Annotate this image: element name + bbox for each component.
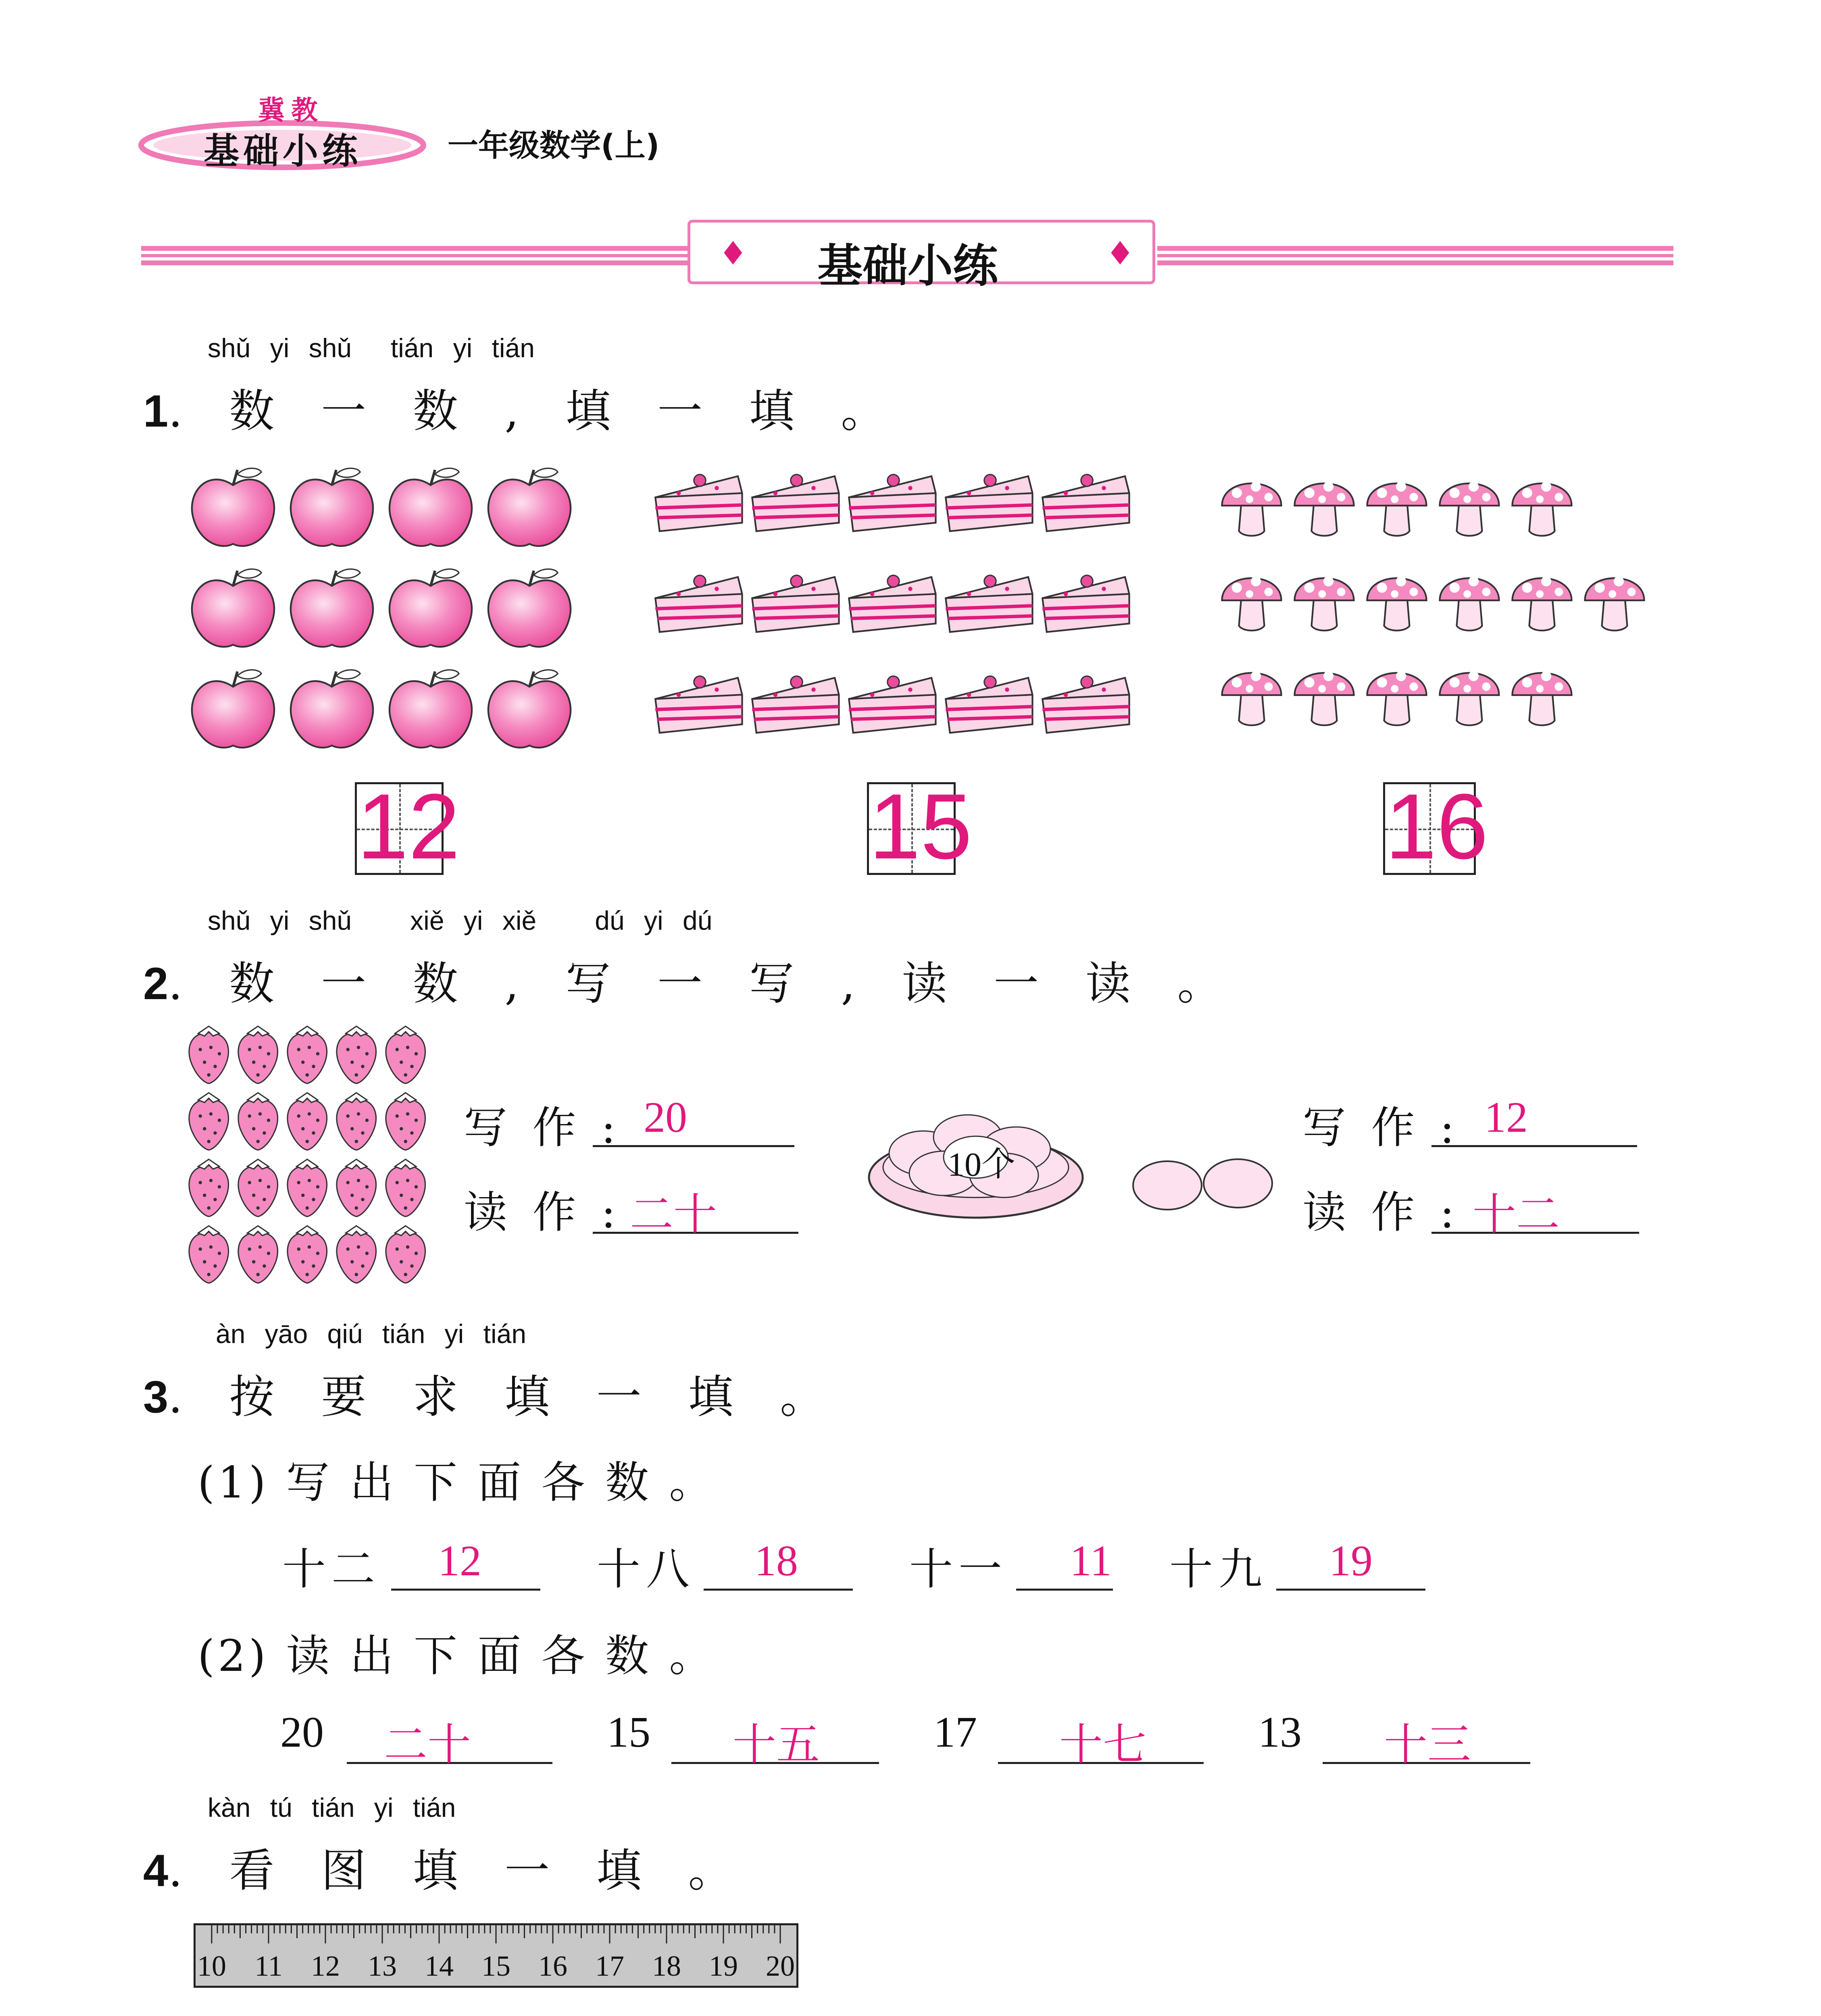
banner-diamond-right: ♦ [1106,235,1135,272]
q1-question [143,375,902,440]
mushroom-icon [1513,671,1572,725]
cake-icon [655,575,742,632]
cakes-group [653,464,1153,754]
mushroom-icon [1440,481,1499,536]
q1-answer-box-2[interactable] [867,775,972,878]
apple-icon [291,569,373,647]
cake-icon [946,475,1032,531]
apple-icon [291,670,373,748]
q3-sub1-answer-4: 19 [1329,1537,1373,1585]
q2-right-read-answer: 十二 [1472,1191,1560,1239]
mushroom-icon [1295,671,1354,725]
q3-sub2-label-2: 15 [607,1708,650,1756]
q1-answer-1: 12 [357,775,460,878]
banner-title: 基础小练 [817,240,998,292]
mushroom-icon [1367,576,1427,631]
cake-icon [1042,475,1129,531]
q3-sub2-answer-2: 十五 [732,1721,820,1769]
q3-sub1-answer-2: 18 [754,1537,798,1585]
ruler-label: 14 [425,1950,454,1982]
q3-sub1: (1) 写 出 下 面 各 数 。 [198,1458,716,1508]
banner-stripe-left [141,246,690,266]
ruler [194,1923,798,1988]
ruler-label: 15 [481,1950,510,1982]
mushrooms-group [1218,472,1677,754]
strawberry-icon [386,1159,425,1216]
apple-icon [488,468,571,546]
banner-diamond-left: ♦ [719,235,748,272]
ruler-label: 10 [197,1950,226,1982]
q2-text: . 数 一 数 , 写 一 写 , 读 一 读 。 [168,958,1239,1010]
q3-sub2-answer-4: 十三 [1383,1721,1471,1769]
header-series: 基础小练 [204,130,362,172]
apple-icon [291,468,373,546]
q1-answer-box-1[interactable] [355,775,460,878]
strawberry-icon [288,1226,327,1283]
strawberry-icon [189,1093,229,1150]
strawberries-group [185,1024,444,1298]
strawberry-icon [288,1026,327,1083]
strawberry-icon [238,1159,278,1216]
mushroom-icon [1440,576,1499,631]
ruler-label: 20 [766,1950,795,1982]
q4-pinyin: kàn tú tián yi tián [208,1793,456,1822]
ruler-label: 13 [368,1950,397,1982]
apple-icon [192,468,274,546]
strawberry-icon [238,1226,278,1283]
apple-icon [192,670,274,748]
strawberry-icon [189,1226,229,1283]
strawberry-icon [337,1226,376,1283]
ruler-label: 18 [652,1950,681,1982]
q1-number: 1 [143,386,169,436]
q3-sub1-line-4[interactable] [1276,1589,1425,1591]
cake-icon [1042,575,1129,632]
q2-right-write-label: 写 作 : [1302,1103,1461,1153]
q3-sub2-label-1: 20 [280,1708,324,1756]
q3-sub2-answer-1: 二十 [383,1721,471,1769]
cake-icon [849,676,936,733]
banner-box [688,220,1155,292]
mushroom-icon [1222,576,1281,631]
apple-icon [390,468,472,546]
q2-right-write-answer: 12 [1484,1093,1528,1141]
strawberry-icon [189,1026,229,1083]
header-publisher: 冀教 [258,95,324,126]
q3-sub1-answer-3: 11 [1070,1537,1112,1585]
strawberry-icon [189,1159,229,1216]
q3-question [143,1361,841,1426]
q2-left-write-answer: 20 [644,1093,687,1141]
strawberry-icon [288,1159,327,1216]
q2-right-read-label: 读 作 : [1302,1187,1461,1238]
strawberry-icon [386,1026,425,1083]
q3-pinyin: àn yāo qiú tián yi tián [216,1319,527,1349]
mushroom-icon [1295,576,1354,631]
cake-icon [752,475,839,531]
apple-icon [390,569,472,647]
strawberry-icon [386,1093,425,1150]
ruler-label: 12 [311,1950,340,1982]
apple-icon [390,670,472,748]
header-subject: 一年级数学(上) [448,127,660,163]
mushroom-icon [1367,671,1427,725]
ruler-labels [196,1949,796,1986]
q2-right-write-line[interactable] [1431,1145,1637,1147]
q4-text: . 看 图 填 一 填 。 [168,1845,750,1897]
strawberry-icon [337,1159,376,1216]
strawberry-icon [337,1026,376,1083]
q1-answer-3: 16 [1385,775,1488,878]
q3-sub1-label-4: 十九 [1169,1544,1268,1595]
q3-sub2-answer-3: 十七 [1059,1721,1146,1769]
q4-number: 4 [143,1845,169,1896]
mushroom-icon [1222,481,1281,536]
mushroom-icon [1440,671,1499,725]
q1-pinyin: shǔ yi shǔ tián yi tián [208,333,535,363]
ruler-label: 11 [254,1950,283,1982]
plate-label: 10个 [948,1146,1016,1183]
q3-text: . 按 要 求 填 一 填 。 [168,1371,842,1423]
apple-icon [488,569,571,647]
ruler-label: 16 [538,1950,567,1982]
apple-icon [488,670,571,748]
q4-question [143,1835,750,1899]
strawberry-icon [288,1093,327,1150]
cake-icon [1042,676,1129,733]
cake-icon [849,475,936,531]
q2-left-write-line[interactable] [593,1145,794,1147]
q1-text: . 数 一 数 , 填 一 填 。 [168,385,902,437]
q2-left-write-label: 写 作 : [464,1103,622,1153]
cake-icon [849,575,936,632]
strawberry-icon [238,1026,278,1083]
ruler-label: 19 [709,1950,738,1982]
q3-number: 3 [143,1372,169,1422]
q3-sub2: (2) 读 出 下 面 各 数 。 [198,1631,716,1681]
strawberry-icon [238,1093,278,1150]
mushroom-icon [1295,481,1354,536]
cake-icon [655,475,742,531]
q2-pinyin: shǔ yi shǔ xiě yi xiě dú yi dú [208,906,713,935]
cake-icon [655,676,742,733]
q2-number: 2 [143,958,169,1009]
header-logo [137,81,435,177]
strawberry-icon [386,1226,425,1283]
loose-buns [1129,1153,1282,1218]
mushroom-icon [1585,576,1644,631]
cake-icon [946,676,1032,733]
apples-group [190,460,593,750]
banner-stripe-right [1157,246,1673,266]
q1-answer-2: 15 [869,775,972,878]
q2-left-read-answer: 二十 [629,1191,717,1239]
q3-sub2-label-3: 17 [933,1708,977,1756]
q3-sub2-label-4: 13 [1258,1708,1302,1756]
mushroom-icon [1367,481,1427,536]
mushroom-icon [1222,671,1281,725]
q2-left-read-label: 读 作 : [464,1187,622,1238]
q3-sub1-answer-1: 12 [438,1537,481,1585]
q3-sub1-line-3[interactable] [1016,1589,1113,1591]
q2-question [143,948,1238,1012]
q3-sub1-label-1: 十二 [282,1544,381,1595]
q3-sub1-line-1[interactable] [391,1589,540,1591]
strawberry-icon [337,1093,376,1150]
mushroom-icon [1513,481,1572,536]
cake-icon [752,676,839,733]
cake-icon [946,575,1032,632]
q3-sub1-label-3: 十一 [909,1544,1008,1595]
q1-answer-box-3[interactable] [1383,775,1488,878]
q3-sub1-label-2: 十八 [597,1544,696,1595]
apple-icon [192,569,274,647]
cake-icon [752,575,839,632]
mushroom-icon [1513,576,1572,631]
q3-sub1-line-2[interactable] [704,1589,853,1591]
ruler-label: 17 [595,1950,624,1982]
